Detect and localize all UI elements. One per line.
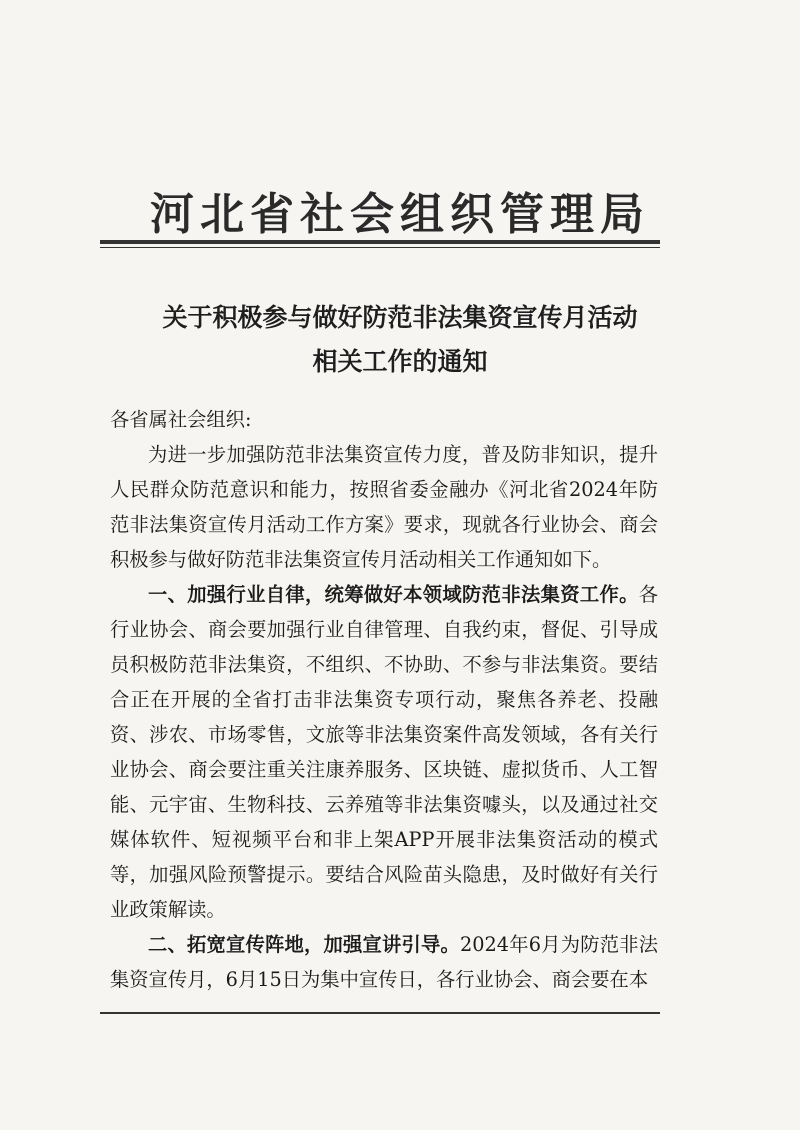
section-2-paragraph	[110, 927, 658, 997]
title-line-1: 关于积极参与做好防范非法集资宣传月活动	[162, 303, 638, 332]
section-1-text: 各行业协会、商会要加强行业自律管理、自我约束，督促、引导成员积极防范非法集资，不组织、不协助、不参与非法集资。要结合正在开展的全省打击非法集资专项行动，聚焦各养老、投融资、涉农、市场零售，文旅等非法集资案件高发领域，各有关行业协会、商会要注重关注康养服务、区块链、虚拟货币、人工智能、元宇宙、生物科技、云养殖等非法集资噱头，以及通过社交媒体软件、短视频平台和非上架APP开展非法集资活动的模式等，加强风险预警提示。要结合风险苗头隐患，及时做好有关行业政策解读。	[110, 583, 658, 921]
document-body	[110, 402, 658, 997]
organization-header: 河北省社会组织管理局	[150, 189, 650, 240]
document-title	[0, 296, 800, 384]
header-rule-thick	[100, 240, 660, 244]
footer-rule	[100, 1012, 660, 1014]
section-2-heading: 二、拓宽宣传阵地，加强宣讲引导。	[148, 933, 460, 956]
salutation: 各省属社会组织:	[110, 408, 252, 431]
section-2-text: 2024年6月为防范非法集资宣传月，6月15日为集中宣传日，各行业协会、商会要在本	[110, 933, 659, 991]
section-1-heading: 一、加强行业自律，统筹做好本领域防范非法集资工作。	[148, 583, 639, 606]
intro-paragraph: 为进一步加强防范非法集资宣传力度，普及防非知识，提升人民群众防范意识和能力，按照省委金融办《河北省2024年防范非法集资宣传月活动工作方案》要求，现就各行业协会、商会积极参与做好防范非法集资宣传月活动相关工作通知如下。	[110, 443, 658, 571]
header-rule-thin	[100, 247, 660, 248]
title-line-2: 相关工作的通知	[312, 347, 488, 376]
section-1-paragraph	[110, 577, 658, 927]
